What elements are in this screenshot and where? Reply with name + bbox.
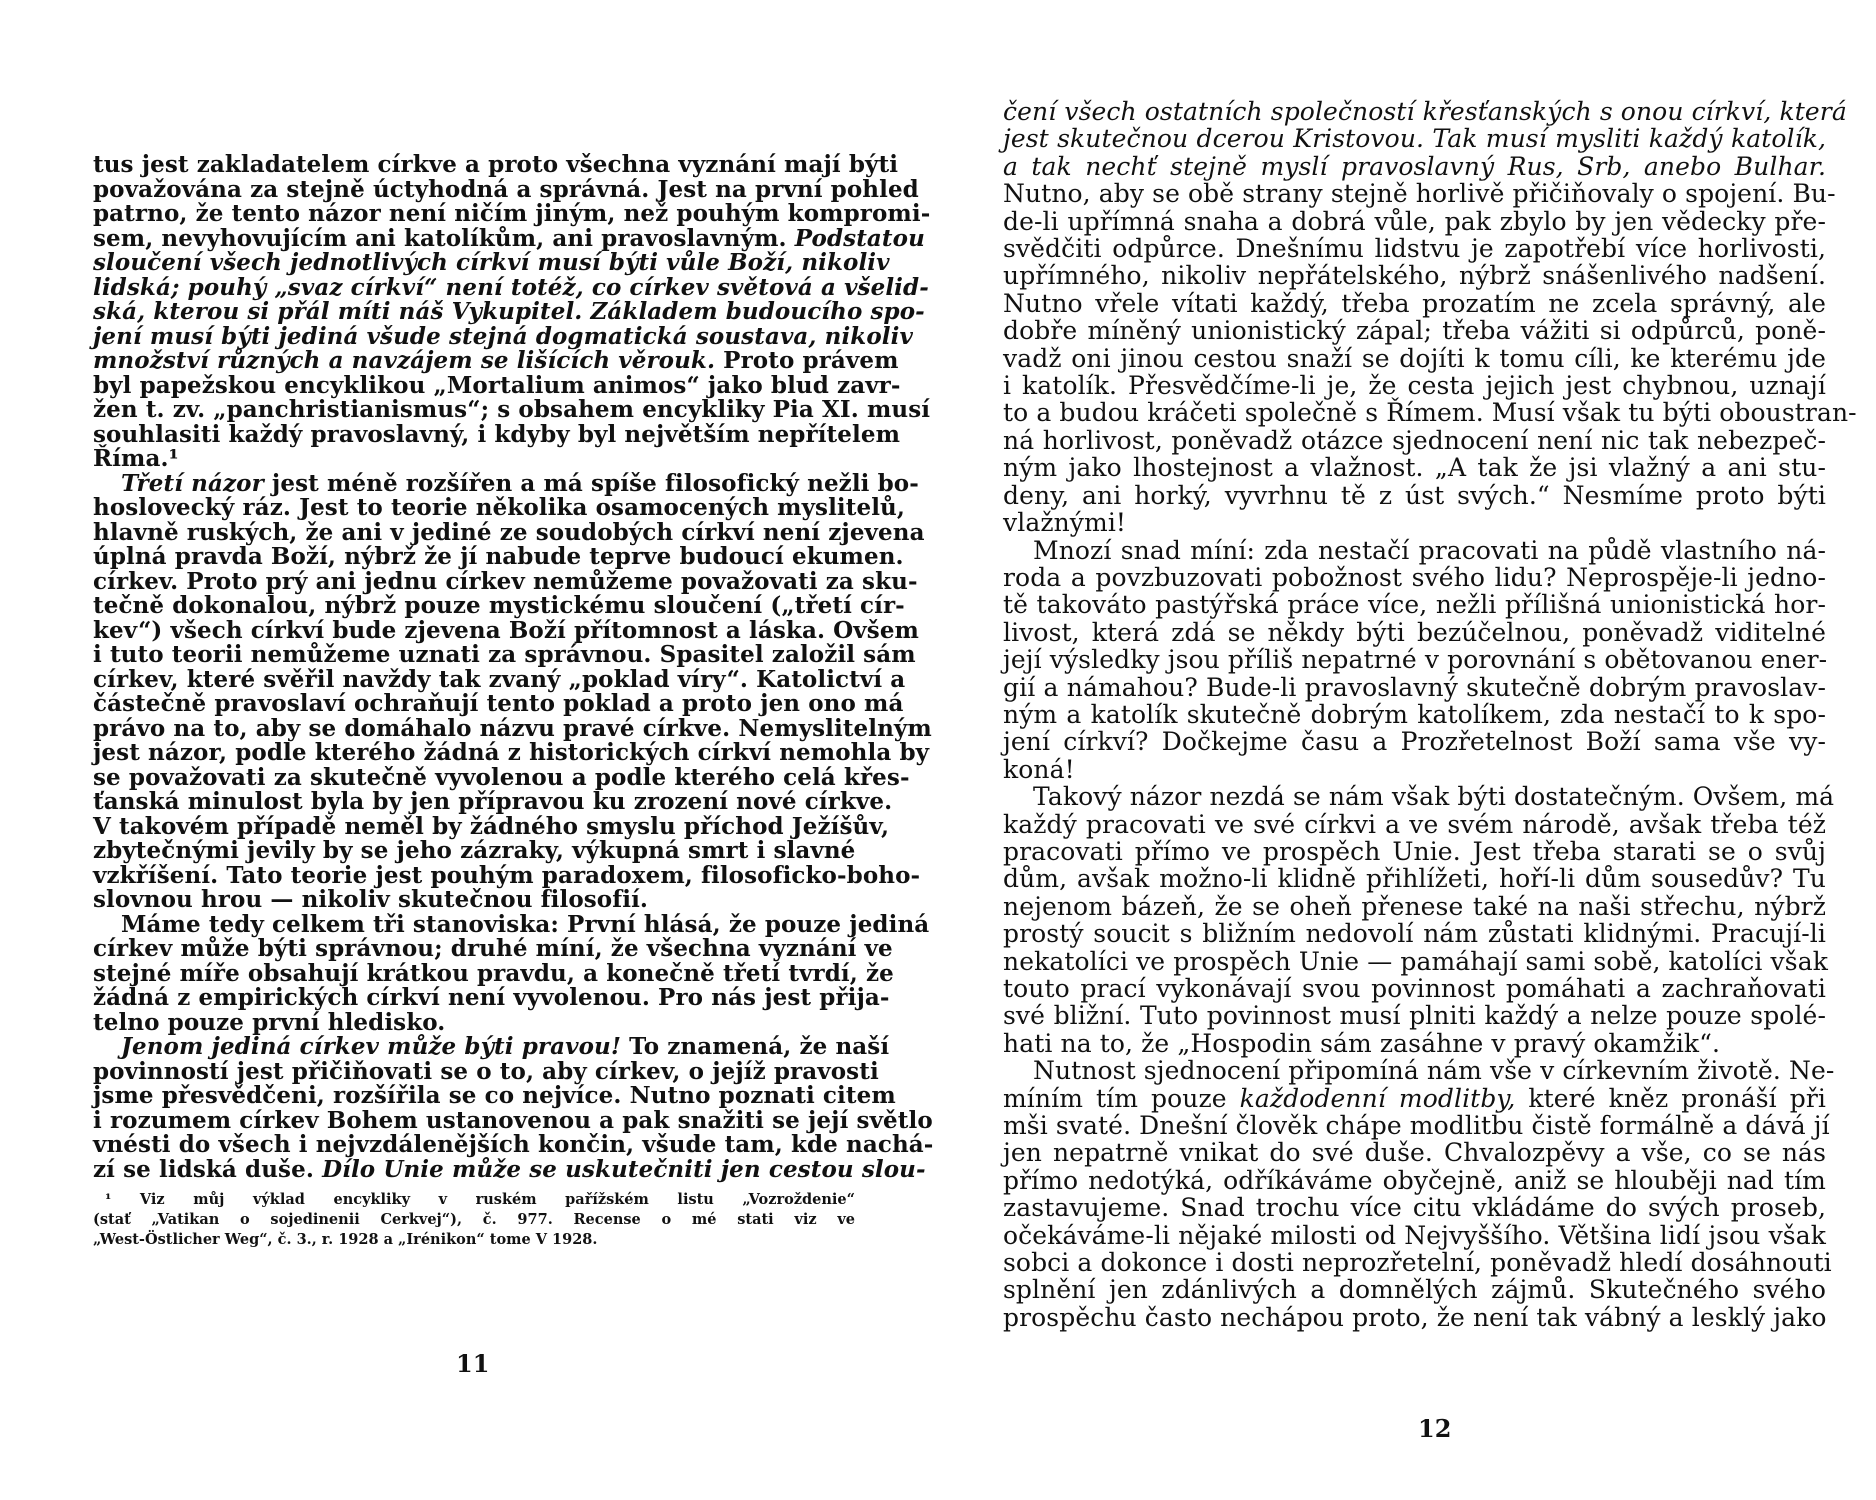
right-page-text xyxy=(1003,97,1857,1332)
text-line xyxy=(1003,1111,1830,1141)
text-line xyxy=(1003,975,1826,1002)
line-text: žádná z empirických církví není vyvolenou. Pro nás jest přija- xyxy=(93,984,890,1011)
line-text: dobře míněný unionistický zápal; třeba vážiti si odpůrců, poně- xyxy=(1003,316,1826,346)
text-line xyxy=(1003,564,1826,591)
line-text: byl papežskou encyklikou „Mortalium animos“ jako blud zavr- xyxy=(93,371,901,399)
text-line xyxy=(1003,537,1826,564)
text-line xyxy=(93,1230,855,1250)
line-text: (stať „Vatikan o sojedinenii Cerkvej“), č. 977. Recense o mé stati viz ve xyxy=(93,1211,855,1228)
line-text: jest názor, podle kterého žádná z historických církví nemohla by xyxy=(93,739,930,766)
line-text: církev. Proto prý ani jednu církev nemůžeme považovati za sku- xyxy=(93,567,918,595)
line-text: to a budou kráčeti společně s Římem. Musí však tu býti oboustran- xyxy=(1003,398,1857,428)
emphasis-text: jest skutečnou dcerou Kristovou. Tak musí mysliti každý katolík, xyxy=(1003,124,1826,154)
text-line xyxy=(93,763,910,791)
line-text: jen nepatrně vnikat do své duše. Chvalozpěvy a vše, co se nás xyxy=(1003,1138,1826,1168)
line-text: sem, nevyhovujícím ani katolíkům, ani pravoslavným. xyxy=(93,224,795,252)
line-text: gií a námahou? Bude-li pravoslavný skutečně dobrým pravoslav- xyxy=(1003,672,1826,702)
line-text: její výsledky jsou příliš nepatrné v porovnání s obětovanou ener- xyxy=(1003,645,1828,675)
text-line xyxy=(93,175,919,203)
text-line xyxy=(93,322,913,350)
text-line xyxy=(1003,1222,1826,1249)
line-text: vzkříšení. Tato teorie jest pouhým paradoxem, filosoficko-boho- xyxy=(93,861,921,889)
text-line xyxy=(93,1008,855,1036)
text-line xyxy=(1003,948,1826,975)
text-line xyxy=(1003,646,1826,673)
line-text: které kněz pronáší při xyxy=(1515,1083,1826,1113)
line-text: ťanská minulost byla by jen přípravou ku zrození nové církve. xyxy=(93,788,893,815)
text-line xyxy=(93,447,855,472)
line-text: Takový názor nezdá se nám však býti dostatečným. Ovšem, má xyxy=(1033,782,1835,812)
line-text: zbytečnými jevily by se jeho zázraky, výkupná smrt i slavné xyxy=(93,837,856,864)
text-line xyxy=(93,347,899,374)
line-text: zastavujeme. Snad trochu více citu vkládáme do svých proseb, xyxy=(1003,1193,1826,1223)
line-text: „West-Östlicher Weg“, č. 3., r. 1928 a „Irénikon“ tome V 1928. xyxy=(93,1231,598,1248)
text-line xyxy=(1003,509,1826,536)
line-text: i katolík. Přesvědčíme-li je, že cesta jejich jest chybnou, uznají xyxy=(1003,371,1826,401)
text-line xyxy=(1003,1085,1826,1112)
text-line xyxy=(1003,1139,1826,1166)
line-text: hlavně ruských, že ani v jediné ze soudobých církví není zjevena xyxy=(93,518,925,546)
text-line xyxy=(93,371,901,399)
text-line xyxy=(1003,427,1826,454)
line-text: Proto právem xyxy=(715,347,899,374)
footnote xyxy=(93,1190,855,1250)
text-line xyxy=(93,690,904,717)
text-line xyxy=(93,1155,926,1183)
left-page-text xyxy=(93,151,934,1183)
text-line xyxy=(93,959,894,987)
text-line xyxy=(1003,290,1826,317)
line-text: ¹ Viz můj výklad encykliky v ruském pařížském listu „Vozroždenie“ xyxy=(105,1191,855,1208)
text-line xyxy=(1003,179,1836,209)
text-line xyxy=(93,714,932,742)
left-page xyxy=(93,151,934,1403)
line-text: telno pouze první hledisko. xyxy=(93,1008,446,1036)
line-text: vnésti do všech i nejvzdálenějších končin, všude tam, kde nachá- xyxy=(93,1131,934,1158)
line-text: církev, které svěřil navždy tak zvaný „poklad víry“. Katolictví a xyxy=(93,665,906,693)
line-text: de-li upřímná snaha a dobrá vůle, pak zbylo by jen vědecky pře- xyxy=(1003,206,1826,236)
emphasis-text: Jenom jediná církev může býti pravou! xyxy=(121,1033,622,1060)
line-text: se považovati za skutečně vyvolenou a podle kterého celá křes- xyxy=(93,763,910,791)
line-text: kev“) všech církví bude zjevena Boží přítomnost a láska. Ovšem xyxy=(93,616,919,644)
emphasis-text: čení všech ostatních společností křesťanských s onou církví, která xyxy=(1003,97,1847,126)
text-line xyxy=(1003,235,1826,262)
emphasis-text: množství různých a navzájem se lišících věrouk. xyxy=(93,347,716,374)
text-line xyxy=(1003,674,1826,701)
text-line xyxy=(93,224,925,252)
line-text: mši svaté. Dnešní člověk chápe modlitbu čistě formálně a dává jí xyxy=(1003,1111,1830,1141)
line-text: slovnou hrou — nikoliv skutečnou filosofií. xyxy=(93,886,649,913)
text-line xyxy=(1003,756,1826,783)
text-line xyxy=(93,812,890,840)
text-line xyxy=(93,592,905,619)
text-line xyxy=(93,1033,890,1060)
line-text: jení církví? Dočkejme času a Prozřetelnost Boží sama vše vy- xyxy=(1003,727,1826,757)
text-line xyxy=(1003,317,1826,344)
emphasis-text: a tak nechť stejně myslí pravoslavný Rus, Srb, anebo Bulhar. xyxy=(1003,151,1826,181)
text-line xyxy=(1003,454,1826,481)
text-line xyxy=(1003,728,1826,755)
text-line xyxy=(93,935,893,962)
line-text: nejenom bázeň, že se oheň přenese také na naši střechu, nýbrž xyxy=(1003,891,1826,921)
text-line xyxy=(1003,1002,1826,1029)
text-line xyxy=(1003,1167,1826,1194)
line-text: Říma.¹ xyxy=(93,445,179,472)
line-text: přímo nedotýká, odříkáváme obyčejně, aniž se hlouběji nad tím xyxy=(1003,1165,1826,1195)
line-text: Máme tedy celkem tři stanoviska: První hlásá, že pouze jediná xyxy=(121,910,930,938)
line-text: míním tím pouze xyxy=(1003,1083,1240,1113)
text-line xyxy=(1003,153,1826,180)
text-line xyxy=(1003,208,1826,235)
line-text: hati na to, že „Hospodin sám zasáhne v pravý okamžik“. xyxy=(1003,1028,1721,1058)
line-text: tečně dokonalou, nýbrž pouze mystickému sloučení („třetí cír- xyxy=(93,592,905,619)
text-line xyxy=(1003,262,1826,289)
text-line xyxy=(1003,1056,1835,1086)
text-line xyxy=(1003,1276,1826,1303)
text-line xyxy=(1003,619,1826,646)
line-text: deny, ani horký, vyvrhnu tě z úst svých.“ Nesmíme proto býti xyxy=(1003,480,1826,510)
line-text: nekatolíci ve prospěch Unie — pamáhají sami sobě, katolíci však xyxy=(1003,946,1828,976)
emphasis-text: Podstatou xyxy=(794,224,925,252)
line-text: sobci a dokonce i dosti neprozřetelní, poněvadž hledí dosáhnouti xyxy=(1003,1248,1832,1278)
line-text: každý pracovati ve své církvi a ve svém národě, avšak třeba též xyxy=(1003,809,1826,839)
line-text: stejné míře obsahují krátkou pravdu, a konečně třetí tvrdí, že xyxy=(93,959,894,987)
line-text: roda a povzbuzovati pobožnost svého lidu? Neprospěje-li jedno- xyxy=(1003,562,1826,592)
emphasis-text: sloučení všech jednotlivých církví musí býti vůle Boží, nikoliv xyxy=(93,249,890,276)
line-text: touto prací vykonávají svou povinnost pomáhati a zachraňovati xyxy=(1003,974,1826,1003)
text-line xyxy=(93,469,919,497)
line-text: očekáváme-li nějaké milosti od Nejvyššího. Většina lidí jsou však xyxy=(1003,1220,1826,1250)
text-line xyxy=(93,543,904,570)
line-text: povinností jest přičiňovati se o to, aby církev, o jejíž pravosti xyxy=(93,1057,879,1085)
line-text: jest méně rozšířen a má spíše filosofický nežli bo- xyxy=(263,469,919,497)
line-text: právo na to, aby se domáhalo názvu pravé církve. Nemyslitelným xyxy=(93,714,932,742)
line-text: i tuto teorii nemůžeme uznati za správnou. Spasitel založil sám xyxy=(93,641,916,668)
text-line xyxy=(1003,865,1826,892)
text-line xyxy=(1003,811,1826,838)
text-line xyxy=(1003,1194,1826,1221)
line-text: upřímného, nikoliv nepřátelského, nýbrž snášenlivého nadšení. xyxy=(1003,261,1826,291)
line-text: Nutno vřele vítati každý, třeba prozatím ne zcela správný, ale xyxy=(1003,288,1826,318)
line-text: souhlasiti každý pravoslavný, i kdyby byl největším nepřítelem xyxy=(93,420,900,448)
text-line xyxy=(93,1131,934,1158)
text-line xyxy=(93,1082,896,1109)
line-text: koná! xyxy=(1003,754,1075,784)
text-line xyxy=(93,739,930,766)
text-line xyxy=(93,1106,933,1134)
line-text: V takovém případě neměl by žádného smyslu příchod Ježíšův, xyxy=(93,812,890,840)
page-number-right: 12 xyxy=(1418,1414,1452,1443)
text-line xyxy=(1003,398,1857,428)
emphasis-text: Dílo Unie může se uskutečniti jen cestou slou- xyxy=(322,1155,926,1183)
text-line xyxy=(93,273,929,301)
text-line xyxy=(93,249,890,276)
line-text: ným a katolík skutečně dobrým katolíkem, zda nestačí to k spo- xyxy=(1003,699,1826,729)
text-line xyxy=(93,1210,855,1230)
emphasis-text: lidská; pouhý „svaz církví“ není totéž, co církev světová a všelid- xyxy=(93,273,929,301)
text-line xyxy=(1003,1304,1826,1331)
line-text: svědčiti odpůrce. Dnešnímu lidstvu je zapotřebí více horlivosti, xyxy=(1003,234,1826,264)
text-line xyxy=(93,861,921,889)
text-line xyxy=(1003,838,1826,865)
text-line xyxy=(1003,372,1826,399)
line-text: dům, avšak možno-li klidně přihlížeti, hoří-li dům sousedův? Tu xyxy=(1003,864,1826,894)
text-line xyxy=(1003,782,1835,812)
text-line xyxy=(1003,1248,1832,1278)
text-line xyxy=(1003,97,1847,126)
line-text: své bližní. Tuto povinnost musí plniti každý a nelze pouze spolé- xyxy=(1003,1001,1826,1031)
emphasis-text: Třetí názor xyxy=(121,469,264,497)
text-line xyxy=(1003,701,1826,728)
line-text: prostý soucit s bližním nedovolí nám zůstati klidnými. Pracují-li xyxy=(1003,919,1826,949)
line-text: vadž oni jinou cestou snaží se dojíti k tomu cíli, ke kterému jde xyxy=(1003,343,1826,373)
text-line xyxy=(1003,591,1826,618)
text-line xyxy=(93,1190,855,1210)
emphasis-text: ská, kterou si přál míti náš Vykupitel. Základem budoucího spo- xyxy=(93,298,925,325)
line-text: Nutnost sjednocení připomíná nám vše v církevním životě. Ne- xyxy=(1033,1056,1835,1086)
text-line xyxy=(93,616,919,644)
text-line xyxy=(1003,345,1826,372)
line-text: prospěchu často nechápou proto, že není tak vábný a lesklý jako xyxy=(1003,1302,1827,1332)
line-text: považována za stejně úctyhodná a správná. Jest na první pohled xyxy=(93,175,919,203)
line-text: To znamená, že naší xyxy=(621,1033,890,1060)
line-text: úplná pravda Boží, nýbrž že jí nabude teprve budoucí ekumen. xyxy=(93,543,904,570)
text-line xyxy=(93,518,925,546)
line-text: patrno, že tento názor není ničím jiným, než pouhým kompromi- xyxy=(93,200,931,227)
line-text: zí se lidská duše. xyxy=(93,1155,323,1183)
text-line xyxy=(93,151,899,178)
line-text: hoslovecký ráz. Jest to teorie několika osamocených myslitelů, xyxy=(93,494,905,521)
text-line xyxy=(93,494,905,521)
line-text: livost, která zdá se někdy býti bezúčelnou, poněvadž viditelné xyxy=(1003,617,1826,647)
text-line xyxy=(1003,893,1826,920)
text-line xyxy=(93,839,855,864)
text-line xyxy=(93,984,890,1011)
text-line xyxy=(93,298,925,325)
text-line xyxy=(1003,920,1826,947)
line-text: tus jest zakladatelem církve a proto všechna vyznání mají býti xyxy=(93,151,899,178)
text-line xyxy=(93,910,930,938)
text-line xyxy=(93,1057,879,1085)
line-text: Nutno, aby se obě strany stejně horlivě přičiňovaly o spojení. Bu- xyxy=(1003,179,1836,209)
text-line xyxy=(1003,1030,1826,1057)
line-text: vlažnými! xyxy=(1003,508,1127,538)
text-line xyxy=(93,396,931,423)
emphasis-text: jení musí býti jediná všude stejná dogmatická soustava, nikoliv xyxy=(93,322,913,350)
text-line xyxy=(93,200,931,227)
text-line xyxy=(93,788,893,815)
line-text: ným jako lhostejnost a vlažnost. „A tak že jsi vlažný a ani stu- xyxy=(1003,453,1826,483)
emphasis-text: každodenní modlitby, xyxy=(1239,1083,1516,1113)
line-text: jsme přesvědčeni, rozšířila se co nejvíce. Nutno poznati citem xyxy=(93,1082,896,1109)
line-text: ná horlivost, poněvadž otázce sjednocení není nic tak nebezpeč- xyxy=(1003,425,1826,455)
line-text: Mnozí snad míní: zda nestačí pracovati na půdě vlastního ná- xyxy=(1033,535,1826,565)
line-text: církev může býti správnou; druhé míní, že všechna vyznání ve xyxy=(93,935,893,962)
right-page xyxy=(1003,97,1857,1448)
text-line xyxy=(1003,125,1826,152)
line-text: žen t. zv. „panchristianismus“; s obsahem encykliky Pia XI. musí xyxy=(93,396,931,423)
text-line xyxy=(93,888,855,913)
line-text: splnění jen zdánlivých a domnělých zájmů. Skutečného svého xyxy=(1003,1275,1826,1305)
line-text: částečně pravoslaví ochraňují tento poklad a proto jen ono má xyxy=(93,690,904,717)
line-text: tě takováto pastýřská práce více, nežli přílišná unionistická hor- xyxy=(1003,590,1826,620)
line-text: i rozumem církev Bohem ustanovenou a pak snažiti se její světlo xyxy=(93,1106,933,1134)
text-line xyxy=(1003,482,1826,509)
text-line xyxy=(93,420,900,448)
page-number-left: 11 xyxy=(456,1349,490,1378)
text-line xyxy=(93,665,906,693)
text-line xyxy=(93,567,918,595)
text-line xyxy=(93,641,916,668)
line-text: pracovati přímo ve prospěch Unie. Jest třeba starati se o svůj xyxy=(1003,836,1826,866)
